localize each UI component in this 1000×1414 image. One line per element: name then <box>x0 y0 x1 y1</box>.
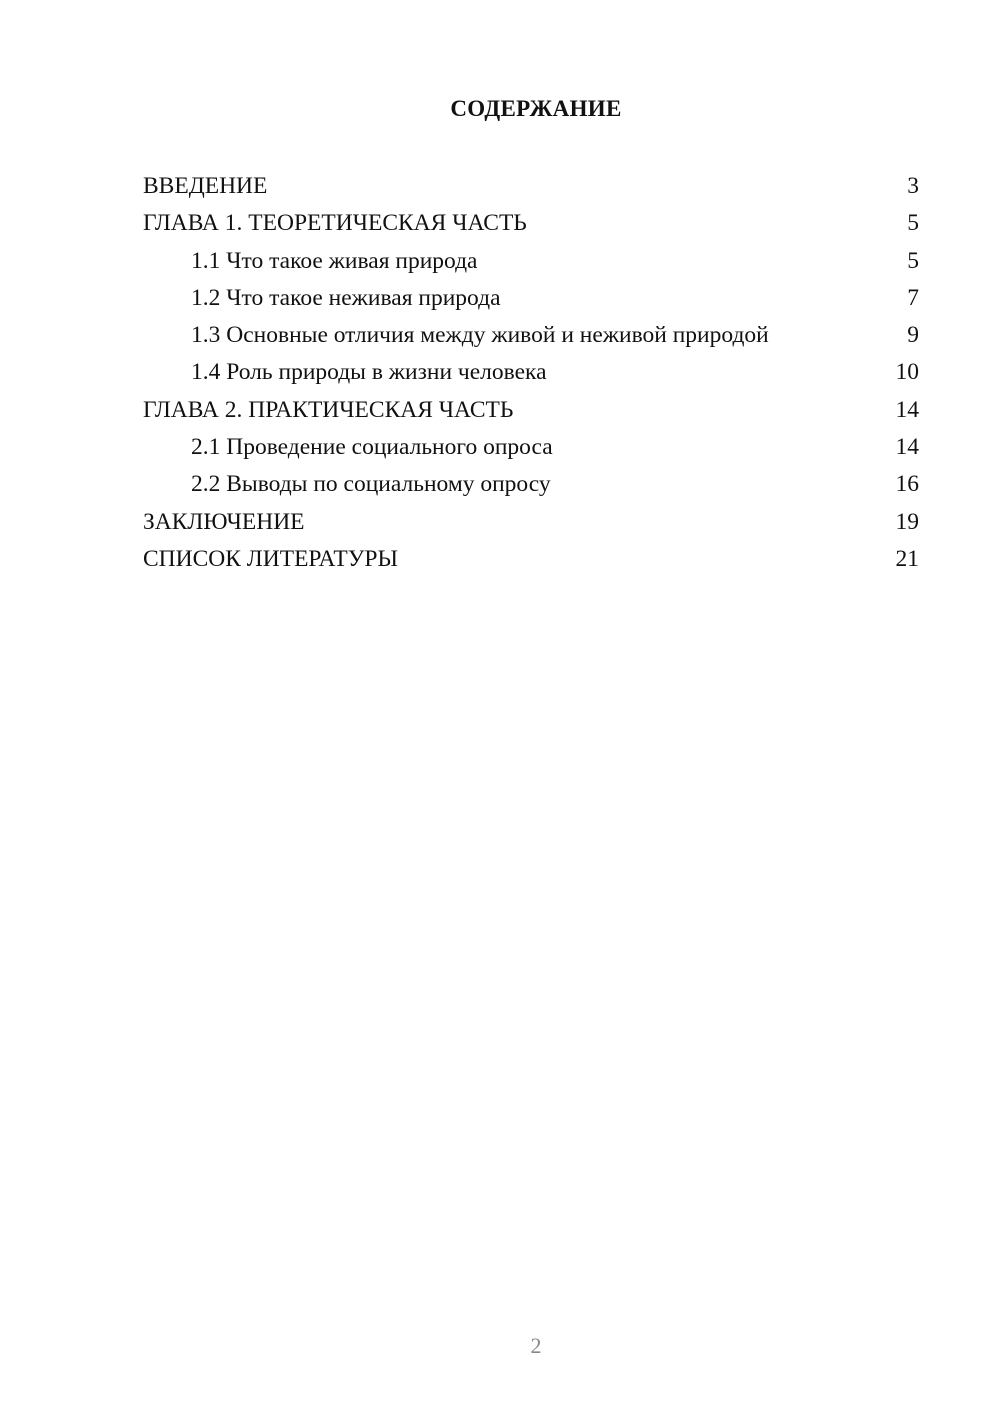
toc-entry-label: 1.4 Роль природы в жизни человека <box>191 359 547 386</box>
toc-entry-page: 5 <box>907 210 919 237</box>
toc-entry-introduction[interactable] <box>143 168 919 205</box>
toc-entry-label: 1.1 Что такое живая природа <box>191 247 478 274</box>
toc-entry-section-1-3[interactable] <box>143 317 919 354</box>
toc-entry-page: 9 <box>907 322 919 349</box>
toc-entry-references[interactable] <box>143 541 919 578</box>
toc-entry-page: 14 <box>895 396 919 423</box>
toc-entry-chapter-2[interactable] <box>143 392 919 429</box>
toc-entry-label: ЗАКЛЮЧЕНИЕ <box>143 508 305 535</box>
toc-entry-page: 7 <box>907 284 919 311</box>
toc-title: СОДЕРЖАНИЕ <box>450 96 622 121</box>
toc-entry-conclusion[interactable] <box>143 504 919 541</box>
toc-entry-section-1-4[interactable] <box>143 354 919 391</box>
toc-entry-page: 14 <box>895 434 919 461</box>
table-of-contents <box>143 168 919 578</box>
toc-entry-label: 2.2 Выводы по социальному опросу <box>191 471 551 498</box>
toc-entry-label: 1.3 Основные отличия между живой и неживой природой <box>191 322 769 349</box>
toc-entry-label: СПИСОК ЛИТЕРАТУРЫ <box>143 545 398 572</box>
toc-entry-section-2-1[interactable] <box>143 429 919 466</box>
toc-entry-page: 21 <box>895 545 919 572</box>
toc-entry-page: 16 <box>895 471 919 498</box>
toc-entry-label: ГЛАВА 2. ПРАКТИЧЕСКАЯ ЧАСТЬ <box>143 396 514 423</box>
toc-entry-page: 3 <box>907 173 919 199</box>
toc-entry-section-1-1[interactable] <box>143 243 919 280</box>
page-number: 2 <box>530 1333 542 1358</box>
toc-entry-page: 5 <box>907 247 919 274</box>
toc-entry-page: 19 <box>895 508 919 535</box>
toc-entry-chapter-1[interactable] <box>143 205 919 242</box>
toc-entry-section-2-2[interactable] <box>143 466 919 503</box>
toc-entry-page: 10 <box>895 359 919 386</box>
toc-entry-label: 1.2 Что такое неживая природа <box>191 284 501 311</box>
toc-entry-label: 2.1 Проведение социального опроса <box>191 434 553 461</box>
toc-entry-label: ГЛАВА 1. ТЕОРЕТИЧЕСКАЯ ЧАСТЬ <box>143 210 527 237</box>
toc-entry-label: ВВЕДЕНИЕ <box>143 173 268 199</box>
toc-entry-section-1-2[interactable] <box>143 280 919 317</box>
